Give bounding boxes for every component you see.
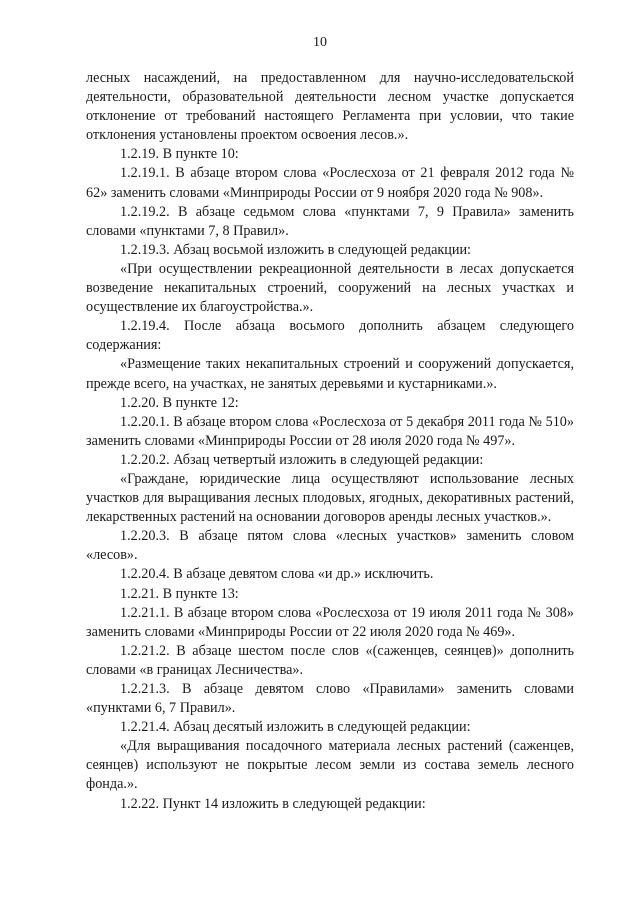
paragraph: 1.2.20.1. В абзаце втором слова «Рослесхоза от 5 декабря 2011 года № 510» заменить словами «Минприроды России от 28 июля 2020 года № 497». [86, 413, 574, 449]
paragraph: «Размещение таких некапитальных строений и сооружений допускается, прежде всего, на участках, не занятых деревьями и кустарниками.». [86, 356, 574, 392]
paragraph: 1.2.20.4. В абзаце девятом слова «и др.» исключить. [120, 566, 434, 583]
paragraph: 1.2.19.4. После абзаца восьмого дополнить абзацем следующего содержания: [86, 318, 574, 354]
paragraph: 1.2.19.2. В абзаце седьмом слова «пунктами 7, 9 Правила» заменить словами «пунктами 7, 8 Правил». [86, 203, 574, 239]
paragraph: 1.2.21. В пункте 13: [120, 585, 239, 602]
paragraph: 1.2.19.1. В абзаце втором слова «Рослесхоза от 21 февраля 2012 года № 62» заменить словами «Минприроды России от 9 ноября 2020 года № 908». [86, 165, 574, 201]
paragraph: 1.2.20. В пункте 12: [120, 394, 239, 411]
paragraph: 1.2.20.3. В абзаце пятом слова «лесных участков» заменить словом «лесов». [86, 528, 574, 564]
paragraph: 1.2.21.1. В абзаце втором слова «Рослесхоза от 19 июля 2011 года № 308» заменить словами «Минприроды России от 22 июля 2020 года № 469». [86, 604, 574, 640]
paragraph: 1.2.19.3. Абзац восьмой изложить в следующей редакции: [120, 241, 471, 258]
paragraph: 1.2.21.4. Абзац десятый изложить в следующей редакции: [120, 719, 471, 736]
paragraph: 1.2.19. В пункте 10: [120, 146, 239, 163]
paragraph: лесных насаждений, на предоставленном для научно-исследовательской деятельности, образовательной деятельности лесном участке допускается отклонение от требований настоящего Регламента при условии, что такие отклонения установлены проектом освоения лесов.». [86, 70, 574, 144]
paragraph: 1.2.21.3. В абзаце девятом слово «Правилами» заменить словами «пунктами 6, 7 Правил». [86, 681, 574, 717]
paragraph: «Для выращивания посадочного материала лесных растений (саженцев, сеянцев) используют не покрытые лесом земли из состава земель лесного фонда.». [86, 738, 574, 793]
paragraph: 1.2.20.2. Абзац четвертый изложить в следующей редакции: [120, 451, 484, 468]
page-number: 10 [313, 35, 327, 50]
paragraph: 1.2.21.2. В абзаце шестом после слов «(саженцев, сеянцев)» дополнить словами «в границах Лесничества». [86, 642, 574, 678]
paragraph: 1.2.22. Пункт 14 изложить в следующей редакции: [120, 795, 426, 812]
document-body [86, 69, 574, 814]
paragraph: «Граждане, юридические лица осуществляют использование лесных участков для выращивания лесных плодовых, ягодных, декоративных растений, лекарственных растений на основании договоров аренды лесных участков.». [86, 470, 574, 526]
paragraph: «При осуществлении рекреационной деятельности в лесах допускается возведение некапитальных строений, сооружений на лесных участках и осуществление их благоустройства.». [86, 260, 574, 316]
